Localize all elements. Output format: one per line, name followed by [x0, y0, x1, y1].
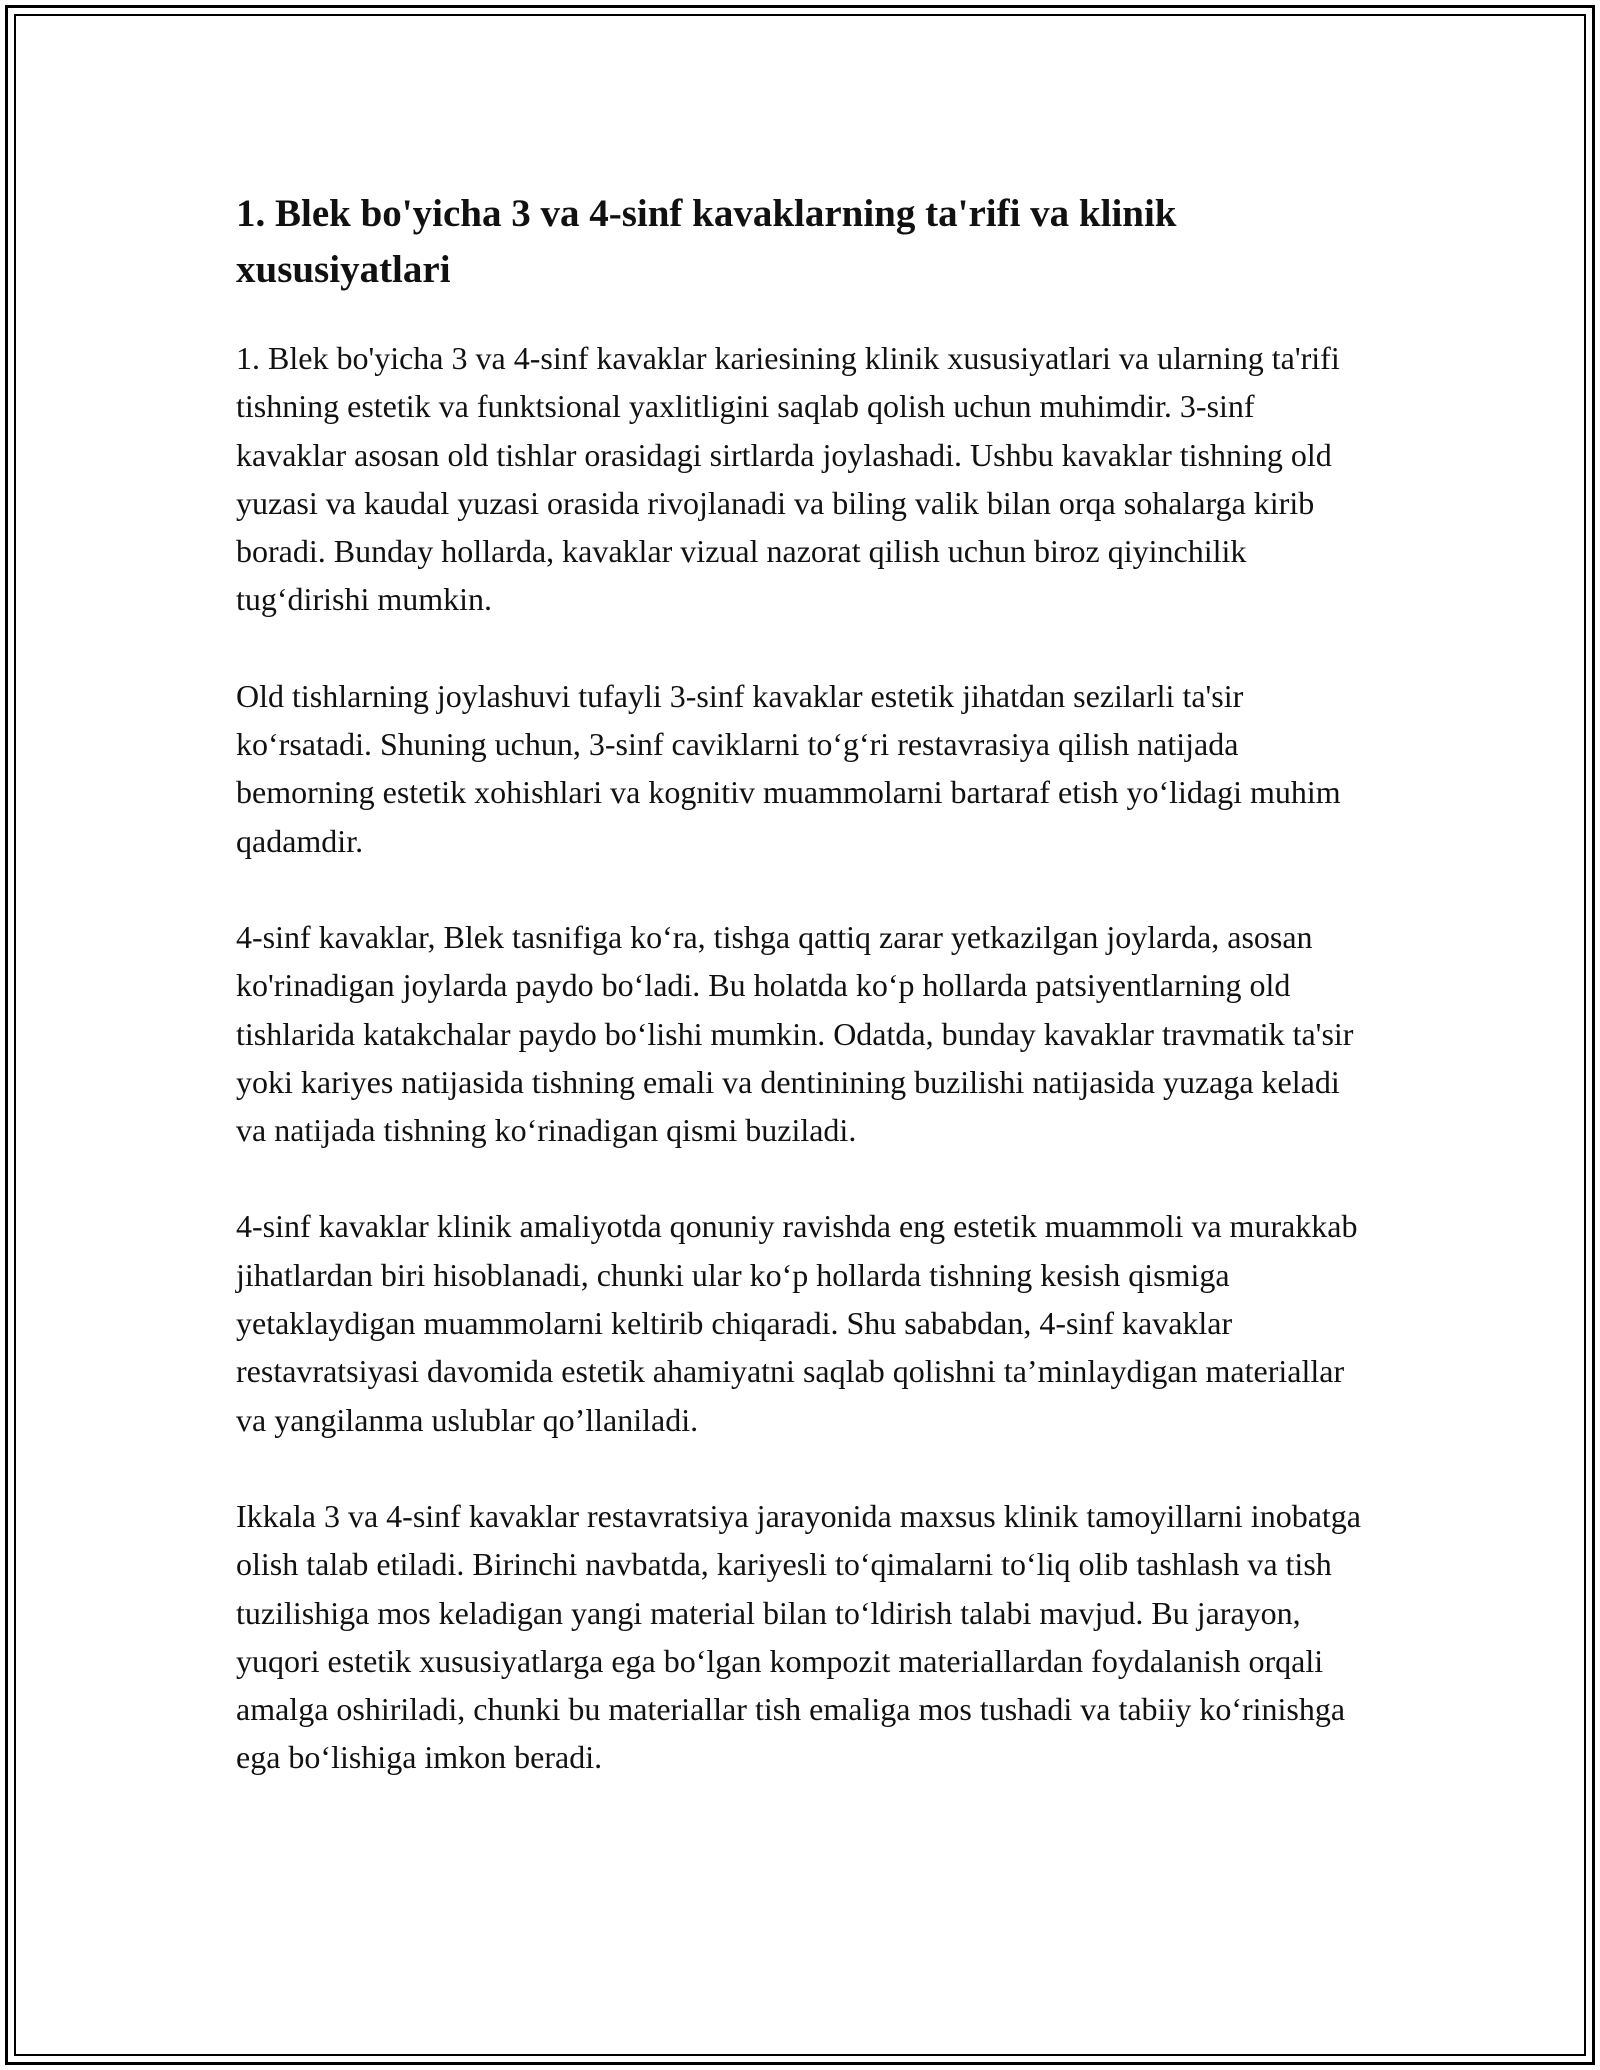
paragraph-3: 4-sinf kavaklar, Blek tasnifiga ko‘ra, tishga qattiq zarar yetkazilgan joylarda, asosan ko'rinadigan joylarda paydo bo‘ladi. Bu holatda ko‘p hollarda patsiyentlarning old tishlarida katakchalar paydo bo‘lishi mumkin. Odatda, bunday kavaklar travmatik ta'sir yoki kariyes natijasida tishning emali va dentinining buzilishi natijasida yuzaga keladi va natijada tishning ko‘rinadigan qismi buziladi. [236, 918, 1354, 1149]
paragraph-2: Old tishlarning joylashuvi tufayli 3-sinf kavaklar estetik jihatdan sezilarli ta'sir ko‘rsatadi. Shuning uchun, 3-sinf caviklarni to‘g‘ri restavrasiya qilish natijada bemorning estetik xohishlari va kognitiv muammolarni bartaraf etish yo‘lidagi muhim qadamdir. [236, 677, 1341, 859]
paragraph-4: 4-sinf kavaklar klinik amaliyotda qonuniy ravishda eng estetik muammoli va murakkab jihatlardan biri hisoblanadi, chunki ular ko‘p hollarda tishning kesish qismiga yetaklaydigan muammolarni keltirib chiqaradi. Shu sababdan, 4-sinf kavaklar restavratsiyasi davomida estetik ahamiyatni saqlab qolishni ta’minlaydigan materiallar va yangilanma uslublar qo’llaniladi. [236, 1208, 1358, 1438]
document-title: 1. Blek bo'yicha 3 va 4-sinf kavaklarning ta'rifi va klinik xususiyatlari [236, 192, 1177, 291]
paragraph-5: Ikkala 3 va 4-sinf kavaklar restavratsiya jarayonida maxsus klinik tamoyillarni inobatga olish talab etiladi. Birinchi navbatda, kariyesli to‘qimalarni to‘liq olib tashlash va tish tuzilishiga mos keladigan yangi material bilan to‘ldirish talabi mavjud. Bu jarayon, yuqori estetik xususiyatlarga ega bo‘lgan kompozit materiallardan foydalanish orqali amalga oshiriladi, chunki bu materiallar tish emaliga mos tushadi va tabiiy ko‘rinishga ega bo‘lishiga imkon beradi. [236, 1497, 1361, 1776]
paragraph-1: 1. Blek bo'yicha 3 va 4-sinf kavaklar kariesining klinik xususiyatlari va ularning ta'rifi tishning estetik va funktsional yaxlitligini saqlab qolish uchun muhimdir. 3-sinf kavaklar asosan old tishlar orasidagi sirtlarda joylashadi. Ushbu kavaklar tishning old yuzasi va kaudal yuzasi orasida rivojlanadi va biling valik bilan orqa sohalarga kirib boradi. Bunday hollarda, kavaklar vizual nazorat qilish uchun biroz qiyinchilik tug‘dirishi mumkin. [236, 340, 1340, 618]
document-body [236, 186, 1371, 1782]
